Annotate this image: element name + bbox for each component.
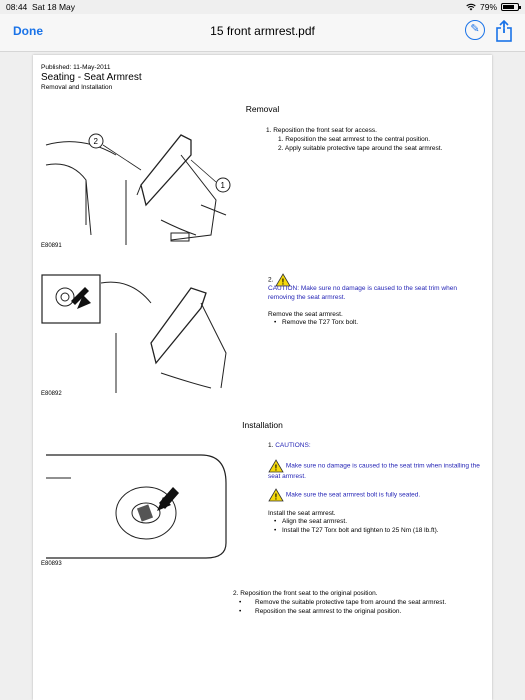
- warning-icon: [268, 488, 284, 502]
- battery-icon: [501, 3, 519, 11]
- caution-text: CAUTION: Make sure no damage is caused to the seat trim when removing the seat armrest.: [268, 285, 457, 301]
- installation-step-2: 2. Reposition the front seat to the original position. • Remove the suitable protective tape from around the seat armrest. • Reposition the seat armrest to the original position.: [233, 590, 473, 616]
- warning-icon: [268, 459, 284, 473]
- armrest-illustration-2: [41, 273, 241, 393]
- svg-text:!: !: [274, 492, 278, 502]
- page-title: Seating - Seat Armrest: [41, 72, 142, 83]
- share-icon[interactable]: [495, 20, 513, 42]
- installation-heading: Installation: [242, 420, 283, 430]
- figure-e80893: [41, 443, 241, 573]
- done-button[interactable]: Done: [13, 24, 43, 38]
- figure-code: E80891: [41, 243, 62, 249]
- markup-pen-icon[interactable]: ✎: [465, 20, 485, 40]
- status-time: 08:44 Sat 18 May: [6, 2, 76, 12]
- caution-text: Make sure the seat armrest bolt is fully seated.: [285, 491, 421, 499]
- figure-e80891: [41, 125, 241, 255]
- document-title: 15 front armrest.pdf: [210, 24, 315, 38]
- status-bar: [0, 0, 525, 14]
- callout-1: 1: [220, 181, 225, 190]
- caution-text: Make sure no damage is caused to the seat trim when installing the seat armrest.: [268, 462, 480, 480]
- callout-2: 2: [93, 137, 98, 146]
- nav-bar: [0, 14, 525, 52]
- figure-code: E80893: [41, 561, 62, 567]
- removal-heading: Removal: [245, 104, 280, 114]
- removal-step-2: 2. ! CAUTION: Make sure no damage is caused to the seat trim when removing the seat armrest. Remove the seat armrest. • Remove the T27 Torx bolt.: [268, 273, 483, 328]
- battery-percent: 79%: [479, 2, 497, 12]
- figure-e80892: [41, 273, 241, 403]
- armrest-illustration-3: [41, 443, 241, 563]
- svg-text:!: !: [274, 463, 278, 473]
- figure-code: E80892: [41, 391, 62, 397]
- published-date: Published: 11-May-2011: [41, 64, 111, 71]
- wifi-icon: [466, 3, 476, 11]
- armrest-illustration-1: [41, 125, 241, 245]
- status-right: [466, 2, 519, 12]
- removal-step-1: 1. Reposition the front seat for access. 1. Reposition the seat armrest to the central position. 2. Apply suitable protective tape around the seat armrest.: [266, 127, 443, 152]
- installation-step-1: 1. CAUTIONS: ! Make sure no damage is caused to the seat trim when installing the seat armrest. ! Make sure the seat armrest bolt is fully seated. Install the seat armrest. • Align the seat armrest. • Install the T27 Torx bolt and tighten to 25 Nm (18 lb.ft).: [268, 442, 483, 536]
- page-subtitle: Removal and Installation: [41, 84, 113, 91]
- cautions-label: CAUTIONS:: [275, 442, 311, 449]
- pdf-page[interactable]: [33, 55, 492, 700]
- svg-text:!: !: [281, 277, 285, 287]
